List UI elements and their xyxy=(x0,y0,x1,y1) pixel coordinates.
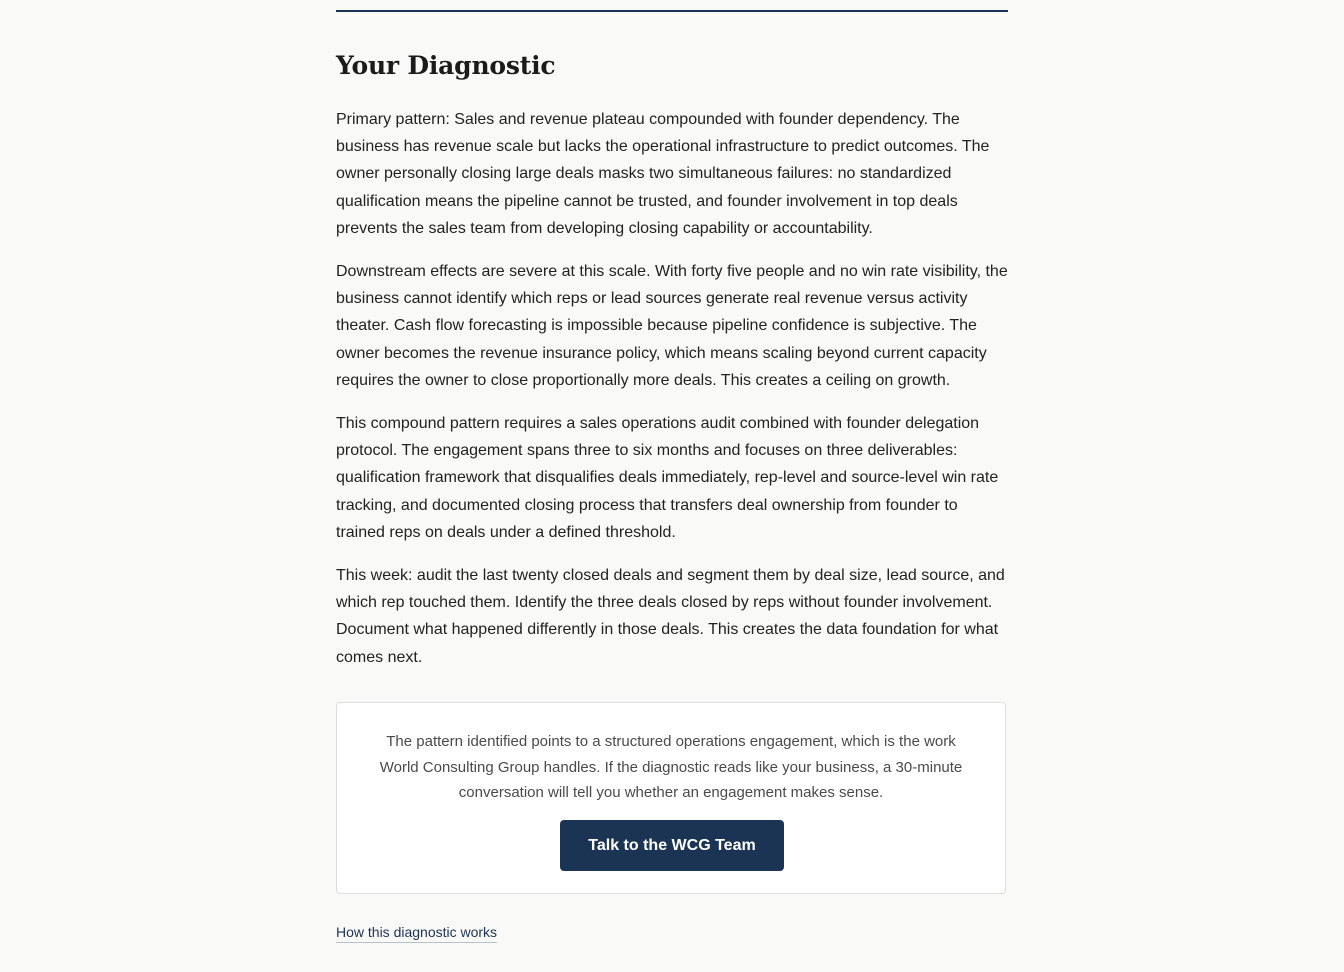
diagnostic-paragraph-engagement: This compound pattern requires a sales operations audit combined with founder delegation protocol. The engagement spans three to six months and focuses on three deliverables: qualification framework that disqualifies deals immediately, rep-level and source-level win rate tracking, and documented closing process that transfers deal ownership from founder to trained reps on deals under a defined threshold. xyxy=(336,415,999,541)
diagnostic-paragraph-this-week: This week: audit the last twenty closed deals and segment them by deal size, lead source, and which rep touched them. Identify the three deals closed by reps without founder involvement. Document what happened differently in those deals. This creates the data foundation for what comes next. xyxy=(336,567,1005,666)
top-divider xyxy=(336,10,1008,12)
page-title: Your Diagnostic xyxy=(336,51,556,80)
cta-card xyxy=(336,702,1006,894)
diagnostic-paragraph-primary: Primary pattern: Sales and revenue plateau compounded with founder dependency. The business has revenue scale but lacks the operational infrastructure to predict outcomes. The owner personally closing large deals masks two simultaneous failures: no standardized qualification means the pipeline cannot be trusted, and founder involvement in top deals prevents the sales team from developing closing capability or accountability. xyxy=(336,111,990,237)
talk-to-team-button[interactable]: Talk to the WCG Team xyxy=(560,820,784,871)
how-diagnostic-works-link[interactable]: How this diagnostic works xyxy=(336,922,497,943)
diagnostic-content xyxy=(336,0,1008,940)
cta-text: The pattern identified points to a structured operations engagement, which is the work World Consulting Group handles. If the diagnostic reads like your business, a 30-minute conversation will tell you whether an engagement makes sense. xyxy=(379,733,963,801)
diagnostic-paragraph-downstream: Downstream effects are severe at this scale. With forty five people and no win rate visibility, the business cannot identify which reps or lead sources generate real revenue versus activity theater. Cash flow forecasting is impossible because pipeline confidence is subjective. The owner becomes the revenue insurance policy, which means scaling beyond current capacity requires the owner to close proportionally more deals. This creates a ceiling on growth. xyxy=(336,263,1008,389)
